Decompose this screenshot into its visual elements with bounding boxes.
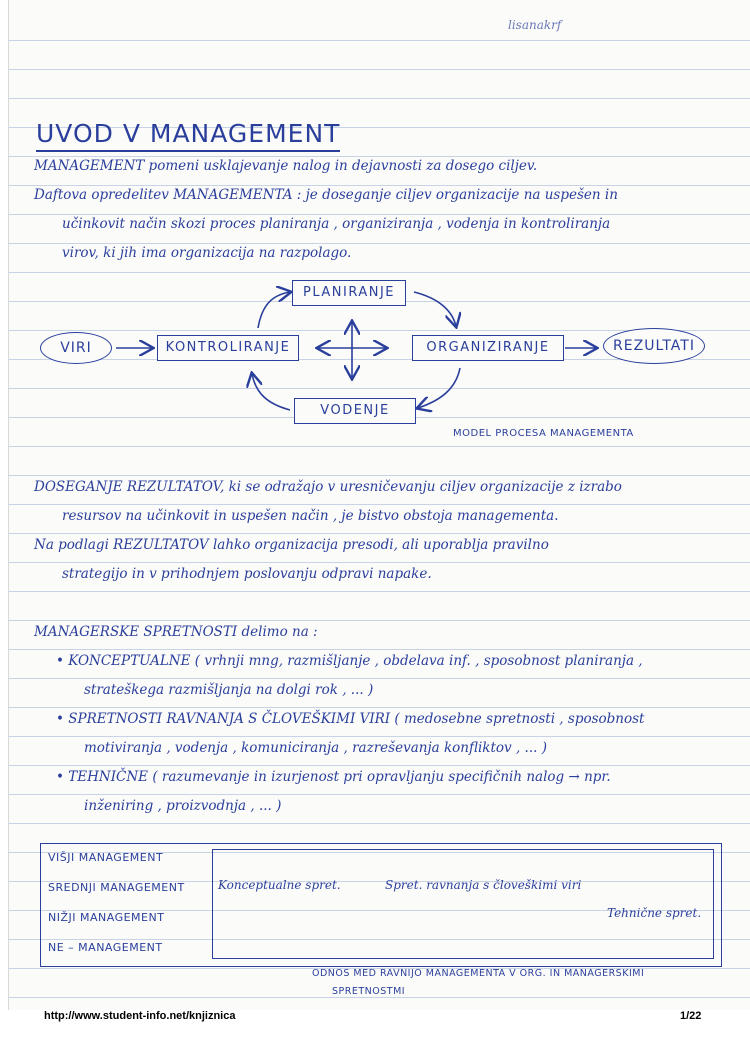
human-skill-label: Spret. ravnanja s človeškimi viri: [385, 878, 582, 892]
skills-item-3-line-2: inženiring , proizvodnja , ... ): [84, 798, 282, 814]
intro-line-2: Daftova opredelitev MANAGEMENTA : je doseganje ciljev organizacije na uspešen in: [34, 187, 618, 203]
level-row: NE – MANAGEMENT: [48, 941, 163, 954]
skills-item-1-line-2: strateškega razmišljanja na dolgi rok , ... ): [84, 682, 374, 698]
level-row: VIŠJI MANAGEMENT: [48, 851, 164, 864]
intro-line-1: MANAGEMENT pomeni usklajevanje nalog in dejavnosti za dosego ciljev.: [34, 158, 538, 174]
diagram-caption: MODEL PROCESA MANAGEMENTA: [453, 428, 634, 439]
footer-url: http://www.student-info.net/knjiznica: [44, 1010, 236, 1022]
management-levels-list: [40, 843, 210, 963]
vodenje-node: VODENJE: [294, 398, 416, 424]
planiranje-node: PLANIRANJE: [292, 280, 406, 306]
skills-item-2-line-1: • SPRETNOSTI RAVNANJA S ČLOVEŠKIMI VIRI ( medosebne spretnosti , sposobnost: [56, 711, 645, 727]
level-row: NIŽJI MANAGEMENT: [48, 911, 165, 924]
viri-node: VIRI: [40, 332, 112, 364]
results-line-4: strategijo in v prihodnjem poslovanju odpravi napake.: [62, 566, 432, 582]
rezultati-node: REZULTATI: [603, 328, 705, 364]
skills-item-2-line-2: motiviranja , vodenja , komuniciranja , razreševanja konfliktov , ... ): [84, 740, 547, 756]
kontroliranje-node: KONTROLIRANJE: [157, 335, 299, 361]
results-line-1: DOSEGANJE REZULTATOV, ki se odražajo v uresničevanju ciljev organizacije z izrabo: [34, 479, 622, 495]
footer-page-number: 1/22: [680, 1010, 702, 1022]
conceptual-skill-label: Konceptualne spret.: [218, 878, 341, 892]
table-caption-line-2: SPRETNOSTMI: [332, 986, 406, 997]
technical-skill-label: Tehnične spret.: [607, 906, 702, 920]
intro-line-4: virov, ki jih ima organizacija na razpolago.: [62, 245, 352, 261]
skills-matrix-box: [212, 849, 714, 959]
organiziranje-node: ORGANIZIRANJE: [412, 335, 564, 361]
intro-line-3: učinkovit način skozi proces planiranja , organiziranja , vodenja in kontroliranja: [62, 216, 611, 232]
header-note: lisanakrf: [508, 18, 562, 32]
page-title: UVOD V MANAGEMENT: [36, 118, 340, 152]
table-caption-line-1: ODNOS MED RAVNIJO MANAGEMENTA V ORG. IN MANAGERSKIMI: [312, 968, 645, 979]
level-row: SREDNJI MANAGEMENT: [48, 881, 185, 894]
results-line-3: Na podlagi REZULTATOV lahko organizacija presodi, ali uporablja pravilno: [34, 537, 549, 553]
skills-item-1-line-1: • KONCEPTUALNE ( vrhnji mng, razmišljanje , obdelava inf. , sposobnost planiranja ,: [56, 653, 643, 669]
results-line-2: resursov na učinkovit in uspešen način , je bistvo obstoja managementa.: [62, 508, 559, 524]
skills-item-3-line-1: • TEHNIČNE ( razumevanje in izurjenost pri opravljanju specifičnih nalog → npr.: [56, 769, 611, 785]
skills-heading: MANAGERSKE SPRETNOSTI delimo na :: [34, 624, 318, 640]
